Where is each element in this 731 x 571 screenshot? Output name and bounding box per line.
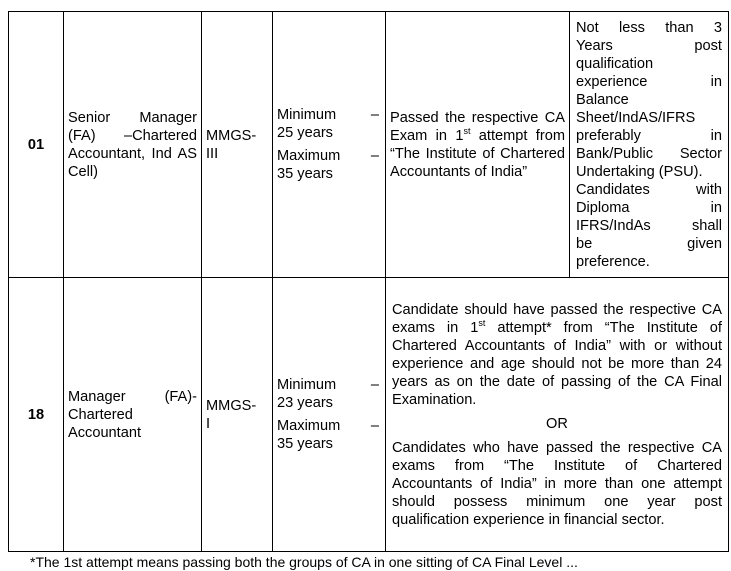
eligibility-table: [8, 11, 729, 552]
experience-word: in: [710, 73, 722, 90]
or-separator: OR: [546, 415, 568, 432]
table-row: [9, 278, 729, 552]
experience-word: less: [618, 19, 645, 36]
experience-word: experience: [576, 73, 648, 90]
age-max-label: Maximum: [277, 418, 341, 434]
qualification-text: Passed the respective CA Exam in 1: [390, 109, 565, 144]
age-maximum: [277, 417, 379, 453]
age-max-label: Maximum: [277, 148, 341, 164]
experience-line: [576, 109, 722, 127]
experience-word: preferably: [576, 127, 641, 144]
dash: –: [370, 377, 379, 393]
criteria-text: Candidate should have passed the respective CA exams in 1: [392, 301, 722, 336]
experience-word: Candidates: [576, 181, 650, 198]
experience-word: qualification: [576, 55, 654, 72]
experience-word: be: [576, 235, 593, 252]
dash: –: [370, 107, 379, 123]
experience-word: Years: [576, 37, 613, 54]
pay-scale: [202, 12, 273, 278]
footnote-partial: *The 1st attempt means passing both the groups of CA in one sitting of CA Final Level ...: [30, 554, 578, 570]
age-min-value: 23 years: [277, 395, 333, 411]
post-name: Manager (FA)- Chartered Accountant: [64, 278, 202, 552]
experience-line: [576, 55, 722, 73]
pay-scale-line1: MMGS-: [206, 127, 257, 144]
experience-line: [576, 253, 722, 271]
experience-line: [576, 19, 722, 37]
serial-number: 01: [9, 12, 64, 278]
qualification: [386, 12, 570, 278]
experience-word: Diploma: [576, 199, 630, 216]
age-min-label: Minimum: [277, 107, 337, 123]
qualification-text-cont: attempt from “The Institute of Chartered Accountants of India”: [390, 127, 565, 180]
age-maximum: [277, 147, 379, 183]
criteria-text-cont: attempt* from “The Institute of Chartered Accountants of India” with or without experience and age should not be more than 24 years as on the date of passing of the CA Final Examination.: [392, 319, 722, 408]
pay-scale-line2: I: [206, 415, 211, 432]
experience-word: than: [665, 19, 694, 36]
table-row: [9, 12, 729, 278]
experience-word: Undertaking (PSU).: [576, 163, 703, 180]
age-min-label: Minimum: [277, 377, 337, 393]
experience: [570, 12, 729, 278]
experience-line: [576, 181, 722, 199]
superscript: st: [463, 125, 471, 136]
serial-number: 18: [9, 278, 64, 552]
experience-word: Balance: [576, 91, 629, 108]
experience-word: in: [710, 127, 722, 144]
experience-word: IFRS/IndAs: [576, 217, 651, 234]
criteria-multiple-attempts: Candidates who have passed the respective CA exams from “The Institute of Chartered Accountants of India” in more than one attempt should possess minimum one year post qualification experience in financial sector.: [392, 439, 722, 528]
experience-line: [576, 127, 722, 145]
experience-word: with: [696, 181, 722, 198]
age-limit: [273, 278, 386, 552]
superscript: st: [478, 317, 486, 328]
experience-line: [576, 163, 722, 181]
criteria-first-attempt: [392, 301, 722, 409]
dash: –: [370, 148, 379, 164]
experience-word: in: [710, 199, 722, 216]
experience-word: Sector: [679, 145, 722, 162]
experience-line: [576, 217, 722, 235]
pay-scale-line1: MMGS-: [206, 397, 257, 414]
experience-word: preference.: [576, 253, 650, 270]
experience-line: [576, 91, 722, 109]
experience-word: Not: [576, 19, 599, 36]
qualification-and-experience: [386, 278, 729, 552]
experience-word: Sheet/IndAS/IFRS: [576, 109, 696, 126]
age-minimum: [277, 106, 379, 142]
experience-word: 3: [713, 19, 722, 36]
experience-line: [576, 37, 722, 55]
experience-line: [576, 199, 722, 217]
age-max-value: 35 years: [277, 166, 333, 182]
dash: –: [370, 418, 379, 434]
age-minimum: [277, 376, 379, 412]
age-limit: [273, 12, 386, 278]
age-max-value: 35 years: [277, 436, 333, 452]
experience-line: [576, 145, 722, 163]
post-name: Senior Manager (FA) –Chartered Accountant, Ind AS Cell): [64, 12, 202, 278]
experience-word: post: [694, 37, 722, 54]
age-min-value: 25 years: [277, 125, 333, 141]
pay-scale: [202, 278, 273, 552]
pay-scale-line2: III: [206, 145, 219, 162]
experience-line: [576, 73, 722, 91]
experience-word: given: [687, 235, 722, 252]
experience-word: shall: [691, 217, 722, 234]
experience-word: Bank/Public: [576, 145, 654, 162]
experience-line: [576, 235, 722, 253]
